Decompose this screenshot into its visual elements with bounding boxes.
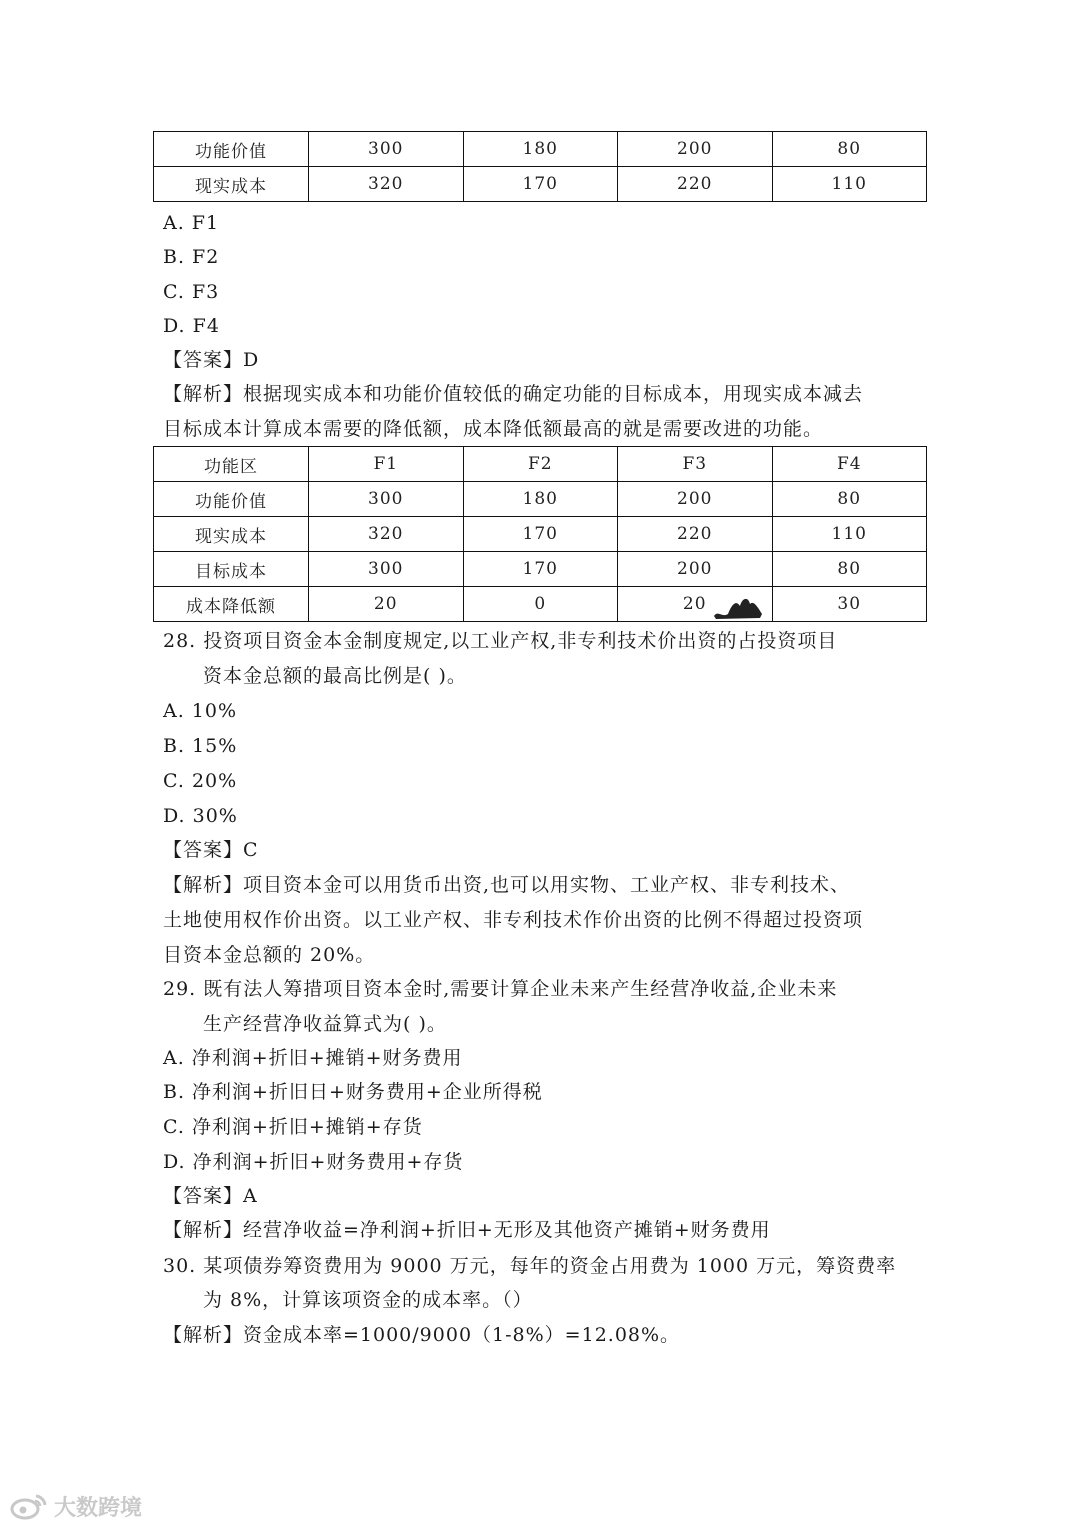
q27-analysis-line: 【解析】根据现实成本和功能价值较低的确定功能的目标成本，用现实成本减去 bbox=[163, 383, 864, 405]
q29-answer: 【答案】A bbox=[163, 1185, 258, 1207]
q29-option-c: C. 净利润+折旧+摊销+存货 bbox=[163, 1116, 423, 1138]
q29-question-line: 生产经营净收益算式为( )。 bbox=[203, 1013, 447, 1035]
q27-option-b: B. F2 bbox=[163, 246, 220, 268]
cost-reduction-table bbox=[153, 446, 927, 622]
weibo-logo-icon bbox=[10, 1492, 48, 1520]
q30-question-line: 为 8%，计算该项资金的成本率。（） bbox=[203, 1289, 533, 1311]
table-row: 功能价值 300 180 200 80 bbox=[154, 482, 927, 517]
q28-analysis-line: 目资本金总额的 20%。 bbox=[163, 944, 376, 966]
table-row: 现实成本 320 170 220 110 bbox=[154, 167, 927, 202]
q29-option-b: B. 净利润+折旧日+财务费用+企业所得税 bbox=[163, 1081, 543, 1103]
q28-question-line: 28. 投资项目资金本金制度规定,以工业产权,非专利技术价出资的占投资项目 bbox=[163, 630, 838, 652]
q30-question-line: 30. 某项债券筹资费用为 9000 万元，每年的资金占用费为 1000 万元，筹资费率 bbox=[163, 1255, 897, 1277]
q28-option-a: A. 10% bbox=[163, 700, 238, 722]
q28-option-c: C. 20% bbox=[163, 770, 238, 792]
q28-question-line: 资本金总额的最高比例是( )。 bbox=[203, 665, 467, 687]
q27-option-a: A. F1 bbox=[163, 212, 220, 234]
q28-option-b: B. 15% bbox=[163, 735, 238, 757]
watermark-text: 大数跨境 bbox=[54, 1495, 143, 1521]
q27-analysis-line: 目标成本计算成本需要的降低额，成本降低额最高的就是需要改进的功能。 bbox=[163, 418, 824, 440]
q27-answer: 【答案】D bbox=[163, 349, 260, 371]
q29-option-d: D. 净利润+折旧+财务费用+存货 bbox=[163, 1151, 464, 1173]
table-header-row: 功能区 F1 F2 F3 F4 bbox=[154, 447, 927, 482]
table-row: 目标成本 300 170 200 80 bbox=[154, 552, 927, 587]
q28-analysis-line: 【解析】项目资本金可以用货币出资,也可以用实物、工业产权、非专利技术、 bbox=[163, 874, 851, 896]
q30-analysis-line: 【解析】资金成本率=1000/9000（1-8%）=12.08%。 bbox=[163, 1324, 681, 1346]
q28-option-d: D. 30% bbox=[163, 805, 238, 827]
q27-option-d: D. F4 bbox=[163, 315, 220, 337]
q28-answer: 【答案】C bbox=[163, 839, 259, 861]
table-row: 现实成本 320 170 220 110 bbox=[154, 517, 927, 552]
q29-analysis-line: 【解析】经营净收益=净利润+折旧+无形及其他资产摊销+财务费用 bbox=[163, 1219, 771, 1241]
q27-option-c: C. F3 bbox=[163, 281, 220, 303]
function-value-table-partial bbox=[153, 131, 927, 202]
table-row: 成本降低额 20 0 20 30 bbox=[154, 587, 927, 622]
q28-analysis-line: 土地使用权作价出资。以工业产权、非专利技术作价出资的比例不得超过投资项 bbox=[163, 909, 864, 931]
watermark bbox=[10, 1490, 142, 1522]
q29-question-line: 29. 既有法人筹措项目资本金时,需要计算企业未来产生经营净收益,企业未来 bbox=[163, 978, 838, 1000]
q29-option-a: A. 净利润+折旧+摊销+财务费用 bbox=[163, 1047, 463, 1069]
table-row: 功能价值 300 180 200 80 bbox=[154, 132, 927, 167]
ink-smudge-icon bbox=[712, 594, 764, 620]
